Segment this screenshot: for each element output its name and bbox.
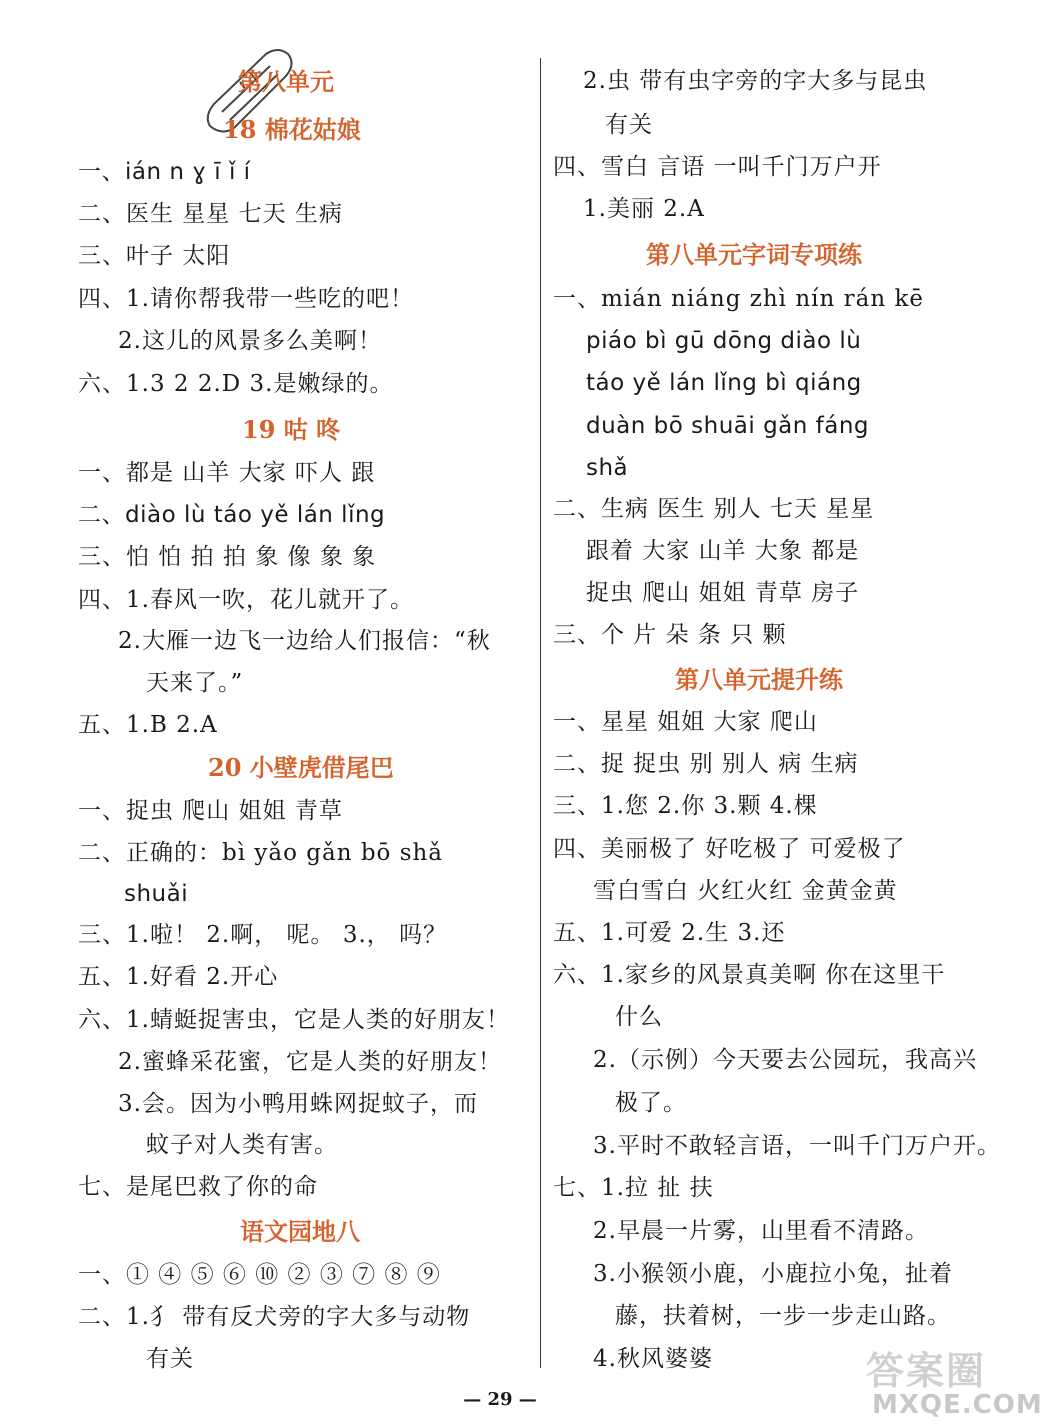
lesson-18-heading: 18 棉花姑娘: [223, 115, 361, 144]
answer-line: shǎ: [586, 455, 629, 481]
lesson-19-heading: 19 咕 咚: [242, 415, 341, 444]
answer-line: 七、1.拉 扯 扶: [553, 1175, 714, 1201]
answer-line: 三、1.您 2.你 3.颗 4.棵: [553, 793, 818, 819]
answer-line: 三、1.啦！ 2.啊， 呢。 3.， 吗？: [78, 922, 448, 948]
answer-line: 一、星星 姐姐 大家 爬山: [553, 709, 818, 735]
lesson-20-heading: 20 小壁虎借尾巴: [208, 753, 394, 782]
answer-line: 4.秋风婆婆: [593, 1346, 713, 1372]
answer-line: 2.蜜蜂采花蜜，它是人类的好朋友！: [118, 1049, 502, 1075]
watermark-url: MXQE.COM: [872, 1390, 1043, 1420]
answer-line: 六、1.家乡的风景真美啊 你在这里干: [553, 962, 946, 988]
zici-practice-heading: 第八单元字词专项练: [646, 240, 862, 269]
answer-line: 一、捉虫 爬山 姐姐 青草: [78, 798, 343, 824]
answer-line: shuǎi: [124, 881, 189, 907]
answer-line: 五、1.B 2.A: [78, 712, 218, 738]
unit-heading: 第八单元: [238, 67, 334, 96]
answer-line: táo yě lán lǐng bì qiáng: [586, 370, 862, 396]
answer-line: 3.小猴领小鹿，小鹿拉小兔，扯着: [593, 1261, 953, 1287]
answer-line: 二、生病 医生 别人 七天 星星: [553, 496, 875, 522]
answer-line: 什么: [615, 1004, 663, 1030]
answer-line: 藤，扶着树，一步一步走山路。: [615, 1303, 951, 1329]
answer-line: 雪白雪白 火红火红 金黄金黄: [593, 878, 898, 904]
answer-line: 四、美丽极了 好吃极了 可爱极了: [553, 836, 906, 862]
answer-line: 二、医生 星星 七天 生病: [78, 201, 343, 227]
answer-line: 二、正确的：bì yǎo gǎn bō shǎ: [78, 840, 444, 866]
answer-line: 六、1.3 2 2.D 3.是嫩绿的。: [78, 371, 394, 397]
answer-line: 六、1.蜻蜓捉害虫，它是人类的好朋友！: [78, 1007, 510, 1033]
answer-line: 3.会。因为小鸭用蛛网捉蚊子，而: [118, 1091, 478, 1117]
yuwen-yuandi-heading: 语文园地八: [240, 1217, 360, 1246]
answer-line: 极了。: [615, 1090, 687, 1116]
answer-line: 跟着 大家 山羊 大象 都是: [586, 538, 860, 564]
answer-line: 2.虫 带有虫字旁的字大多与昆虫: [583, 68, 928, 94]
answer-line: 四、1.春风一吹，花儿就开了。: [78, 587, 414, 613]
answer-line: 2.早晨一片雾，山里看不清路。: [593, 1218, 929, 1244]
answer-line: 1.美丽 2.A: [583, 196, 705, 222]
answer-line: 2.大雁一边飞一边给人们报信：“秋: [118, 628, 491, 654]
tisheng-practice-heading: 第八单元提升练: [675, 665, 843, 694]
answer-line: 有关: [605, 112, 653, 138]
answer-line: 一、① ④ ⑤ ⑥ ⑩ ② ③ ⑦ ⑧ ⑨: [78, 1262, 441, 1288]
answer-line: 二、1.犭 带有反犬旁的字大多与动物: [78, 1304, 471, 1330]
answer-line: 3.平时不敢轻言语，一叫千门万户开。: [593, 1133, 1001, 1159]
answer-line: 天来了。”: [146, 670, 244, 696]
answer-line: 五、1.好看 2.开心: [78, 964, 279, 990]
answer-line: 二、捉 捉虫 别 别人 病 生病: [553, 751, 859, 777]
answer-line: 捉虫 爬山 姐姐 青草 房子: [586, 580, 860, 606]
page-number: — 29 —: [463, 1389, 537, 1410]
answer-line: duàn bō shuāi gǎn fáng: [586, 413, 870, 439]
answer-line: 七、是尾巴救了你的命: [78, 1174, 318, 1200]
answer-line: 一、mián niáng zhì nín rán kē: [553, 286, 925, 312]
answer-line: 有关: [146, 1346, 194, 1372]
answer-line: 2.（示例）今天要去公园玩，我高兴: [593, 1047, 977, 1073]
answer-line: 四、雪白 言语 一叫千门万户开: [553, 154, 882, 180]
watermark-logo: 答案圈: [866, 1348, 987, 1393]
answer-line: 三、叶子 太阳: [78, 243, 231, 269]
answer-line: 五、1.可爱 2.生 3.还: [553, 920, 786, 946]
answer-line: 四、1.请你帮我带一些吃的吧！: [78, 286, 414, 312]
answer-line: 蚊子对人类有害。: [146, 1132, 338, 1158]
answer-line: 一、ián n ɣ ī ǐ í: [78, 159, 251, 185]
answer-line: 2.这儿的风景多么美啊！: [118, 328, 382, 354]
answer-line: 二、diào lù táo yě lán lǐng: [78, 502, 386, 528]
answer-line: piáo bì gū dōng diào lù: [586, 328, 862, 354]
answer-line: 三、个 片 朵 条 只 颗: [553, 622, 787, 648]
answer-line: 一、都是 山羊 大家 吓人 跟: [78, 460, 376, 486]
answer-line: 三、怕 怕 拍 拍 象 像 象 象: [78, 544, 377, 570]
column-divider: [540, 58, 541, 1368]
